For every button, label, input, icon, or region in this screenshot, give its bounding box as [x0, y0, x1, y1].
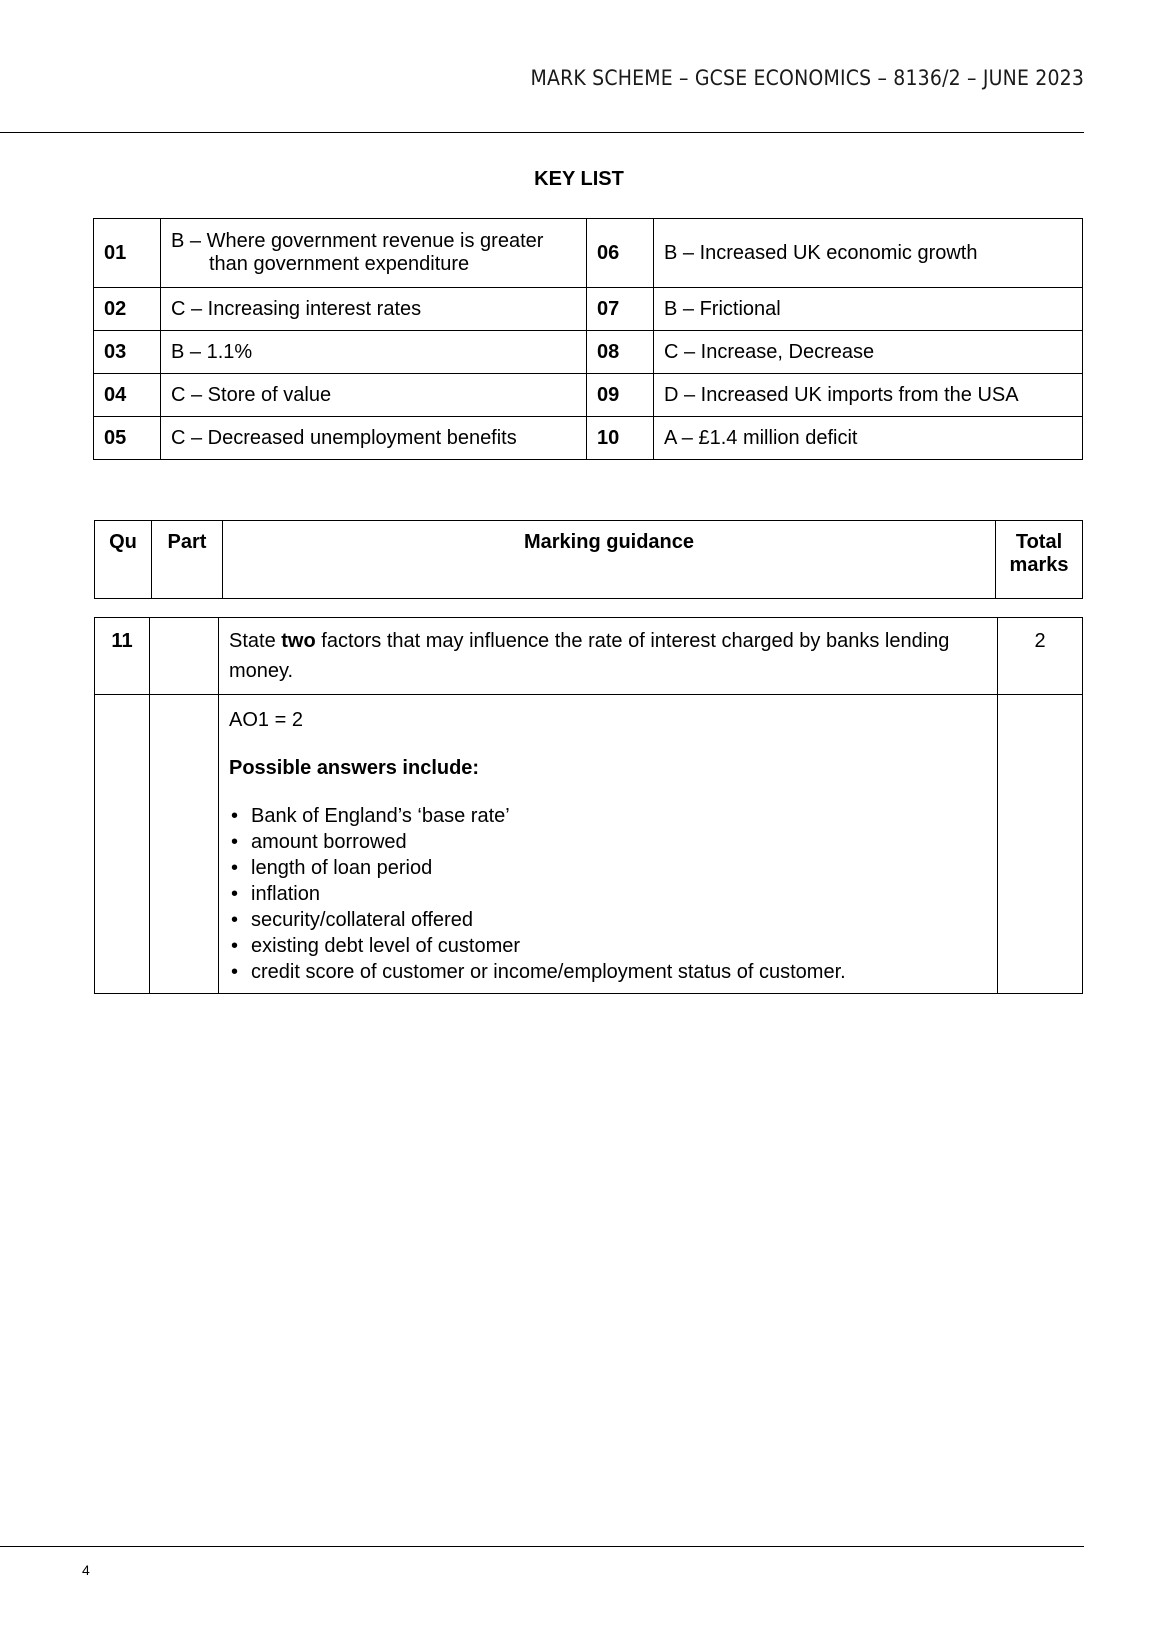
page-number: 4 [82, 1562, 90, 1578]
question-number: 02 [94, 288, 161, 331]
possible-answers-label: Possible answers include: [229, 757, 480, 779]
answer-text: B – 1.1% [161, 331, 587, 374]
column-header-part: Part [152, 521, 223, 599]
answer-item: • security/collateral offered [229, 907, 987, 933]
header-row [95, 521, 1083, 599]
question-part [150, 618, 219, 695]
answer-item: • amount borrowed [229, 829, 987, 855]
empty-cell [998, 695, 1083, 994]
footer-divider [0, 1546, 1084, 1547]
possible-answers-list [229, 803, 987, 985]
answer-text: A – £1.4 million deficit [654, 417, 1083, 460]
question-row [95, 618, 1083, 695]
question-number: 07 [587, 288, 654, 331]
question-number: 05 [94, 417, 161, 460]
answer-text: C – Decreased unemployment benefits [161, 417, 587, 460]
answer-text: C – Store of value [161, 374, 587, 417]
header-divider [0, 132, 1084, 133]
question-number: 08 [587, 331, 654, 374]
question-number: 04 [94, 374, 161, 417]
answer-item: • credit score of customer or income/employment status of customer. [229, 959, 987, 985]
assessment-objective: AO1 = 2 [229, 709, 303, 731]
prompt-text: factors that may influence the rate of interest charged by banks lending money. [229, 630, 950, 682]
answer-text: B – Increased UK economic growth [654, 219, 1083, 288]
document-header-title: MARK SCHEME – GCSE ECONOMICS – 8136/2 – JUNE 2023 [530, 66, 1084, 90]
question-number: 11 [95, 618, 150, 695]
key-list-row [94, 331, 1083, 374]
answer-item: • inflation [229, 881, 987, 907]
key-list-title: KEY LIST [534, 168, 624, 190]
marks-label: marks [1009, 554, 1069, 576]
question-number: 01 [94, 219, 161, 288]
answer-item: • existing debt level of customer [229, 933, 987, 959]
empty-cell [95, 695, 150, 994]
column-header-guidance: Marking guidance [223, 521, 996, 599]
column-header-total-marks [996, 521, 1083, 599]
marking-table-header [94, 520, 1083, 599]
key-list-row [94, 417, 1083, 460]
question-number: 09 [587, 374, 654, 417]
empty-cell [150, 695, 219, 994]
key-list-row [94, 219, 1083, 288]
answer-text: C – Increase, Decrease [654, 331, 1083, 374]
answer-text: B – Where government revenue is greater [171, 230, 544, 252]
guidance-row [95, 695, 1083, 994]
guidance-content [219, 695, 998, 994]
answer-text: D – Increased UK imports from the USA [654, 374, 1083, 417]
key-list-table [93, 218, 1083, 460]
answer-item: • Bank of England’s ‘base rate’ [229, 803, 987, 829]
key-list-row [94, 374, 1083, 417]
key-list-row [94, 288, 1083, 331]
answer-text-continued: than government expenditure [209, 253, 470, 275]
question-number: 03 [94, 331, 161, 374]
question-prompt [219, 618, 998, 695]
answer-text: B – Frictional [654, 288, 1083, 331]
question-11-table [94, 617, 1083, 994]
answer-text: C – Increasing interest rates [161, 288, 587, 331]
prompt-emphasis: two [281, 630, 316, 652]
answer-item: • length of loan period [229, 855, 987, 881]
column-header-qu: Qu [95, 521, 152, 599]
total-label: Total [1015, 531, 1063, 553]
question-number: 06 [587, 219, 654, 288]
prompt-text: State [229, 630, 282, 652]
question-number: 10 [587, 417, 654, 460]
answer-cell [161, 219, 587, 288]
total-marks: 2 [998, 618, 1083, 695]
